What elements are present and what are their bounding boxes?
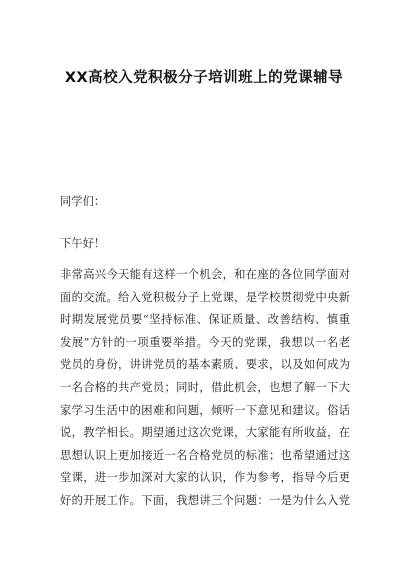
document-title: XX高校入党积极分子培训班上的党课辅导 [64,70,344,86]
body-line: 党员的身份，讲讲党员的基本素质、要求，以及如何成为 [60,358,350,372]
body-paragraph [60,264,350,513]
greeting: 下午好！ [60,237,106,250]
body-line: 非常高兴今天能有这样一个机会，和在座的各位同学面对 [60,268,350,281]
body-line: 思想认识上更加接近一名合格党员的标准；也希望通过这 [60,448,350,462]
body-line: 说，教学相长。期望通过这次党课，大家能有所收益，在 [60,426,350,440]
salutation: 同学们： [60,195,106,208]
body-line: 堂课，进一步加深对大家的认识，作为参考，指导今后更 [60,471,350,485]
body-line: 发展”方针的一项重要举措。今天的党课，我想以一名老 [60,335,350,349]
body-line: 家学习生活中的困难和问题，倾听一下意见和建议。俗话 [60,403,350,417]
body-line: 好的开展工作。下面，我想讲三个问题：一是为什么入党 [60,493,350,507]
body-line: 面的交流。给入党积极分子上党课，是学校贯彻党中央新 [60,290,350,304]
body-line: 一名合格的共产党员；同时，借此机会，也想了解一下大 [60,380,350,394]
body-line: 时期发展党员要“坚持标准、保证质量、改善结构、慎重 [60,313,350,327]
